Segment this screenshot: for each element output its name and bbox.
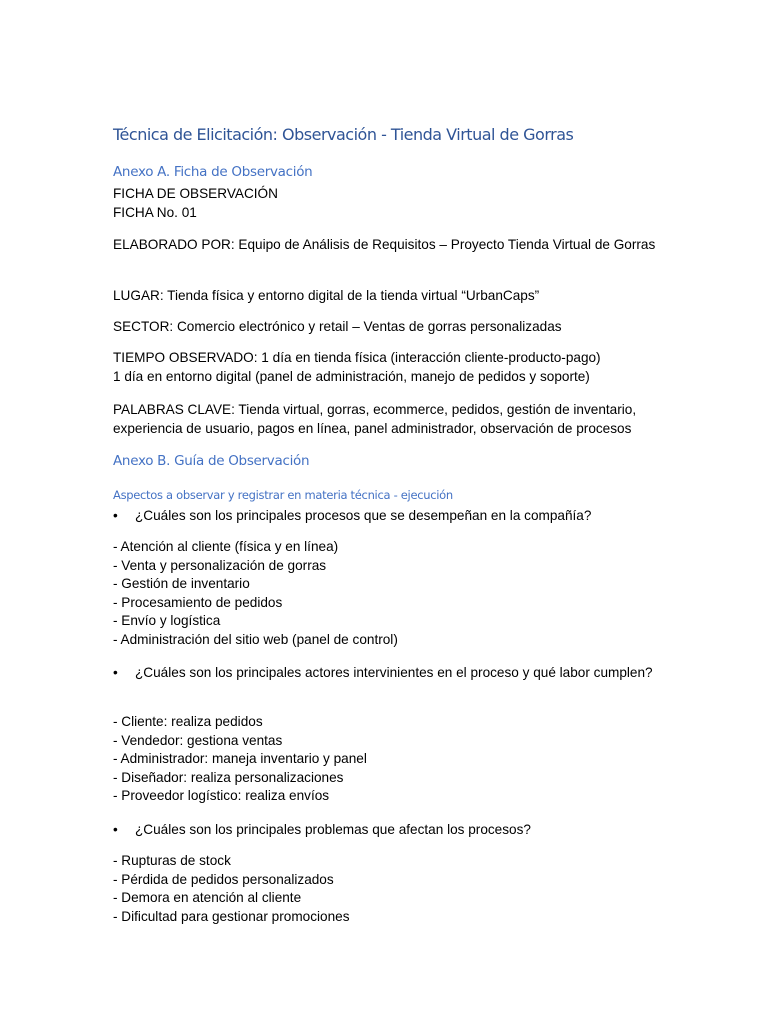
bullet-icon: • bbox=[113, 508, 118, 523]
list-item: - Proveedor logístico: realiza envíos bbox=[113, 788, 330, 804]
ficha-title: FICHA DE OBSERVACIÓN bbox=[113, 186, 278, 201]
question-text: ¿Cuáles son los principales procesos que se desempeñan en la compañía? bbox=[135, 508, 592, 523]
palabras-clave: PALABRAS CLAVE: Tienda virtual, gorras, ecommerce, pedidos, gestión de inventario, experiencia de usuario, pagos en línea, panel administrador, observación de procesos bbox=[113, 402, 637, 436]
list-item: - Administración del sitio web (panel de control) bbox=[113, 631, 398, 647]
ficha-header bbox=[113, 184, 658, 222]
question-text: ¿Cuáles son los principales actores intervinientes en el proceso y qué labor cumplen? bbox=[135, 665, 653, 680]
question-item bbox=[113, 506, 658, 525]
list-item: - Cliente: realiza pedidos bbox=[113, 714, 263, 729]
sector: SECTOR: Comercio electrónico y retail – Ventas de gorras personalizadas bbox=[113, 319, 562, 334]
tiempo-line-1: TIEMPO OBSERVADO: 1 día en tienda física (interacción cliente-producto-pago) bbox=[113, 350, 601, 365]
list-item: - Envío y logística bbox=[113, 613, 221, 629]
annex-a-heading: Anexo A. Ficha de Observación bbox=[113, 164, 313, 180]
list-item: - Venta y personalización de gorras bbox=[113, 557, 327, 573]
bullet-icon: • bbox=[113, 665, 118, 680]
ficha-number: FICHA No. 01 bbox=[113, 205, 197, 220]
elaborado-por: ELABORADO POR: Equipo de Análisis de Requisitos – Proyecto Tienda Virtual de Gorras bbox=[113, 237, 656, 252]
list-item: - Diseñador: realiza personalizaciones bbox=[113, 769, 344, 785]
answer-list bbox=[113, 713, 367, 806]
list-item: - Procesamiento de pedidos bbox=[113, 594, 283, 610]
lugar: LUGAR: Tienda física y entorno digital de la tienda virtual “UrbanCaps” bbox=[113, 288, 540, 303]
list-item: - Pérdida de pedidos personalizados bbox=[113, 871, 334, 887]
list-item: - Administrador: maneja inventario y panel bbox=[113, 751, 367, 767]
question-item bbox=[113, 820, 658, 839]
list-item: - Vendedor: gestiona ventas bbox=[113, 732, 283, 748]
annex-b-subheading: Aspectos a observar y registrar en materia técnica - ejecución bbox=[113, 488, 453, 502]
question-item bbox=[113, 663, 658, 682]
answer-list bbox=[113, 538, 398, 650]
bullet-icon: • bbox=[113, 822, 118, 837]
tiempo-line-2: 1 día en entorno digital (panel de administración, manejo de pedidos y soporte) bbox=[113, 369, 590, 384]
document-title: Técnica de Elicitación: Observación - Tienda Virtual de Gorras bbox=[113, 125, 574, 144]
list-item: - Dificultad para gestionar promociones bbox=[113, 908, 350, 924]
list-item: - Demora en atención al cliente bbox=[113, 890, 302, 906]
list-item: - Gestión de inventario bbox=[113, 576, 250, 592]
tiempo-observado bbox=[113, 348, 658, 386]
answer-list bbox=[113, 852, 350, 926]
annex-b-heading: Anexo B. Guía de Observación bbox=[113, 453, 310, 469]
list-item: - Atención al cliente (física y en línea) bbox=[113, 539, 339, 554]
list-item: - Rupturas de stock bbox=[113, 853, 231, 868]
question-text: ¿Cuáles son los principales problemas que afectan los procesos? bbox=[135, 822, 531, 837]
